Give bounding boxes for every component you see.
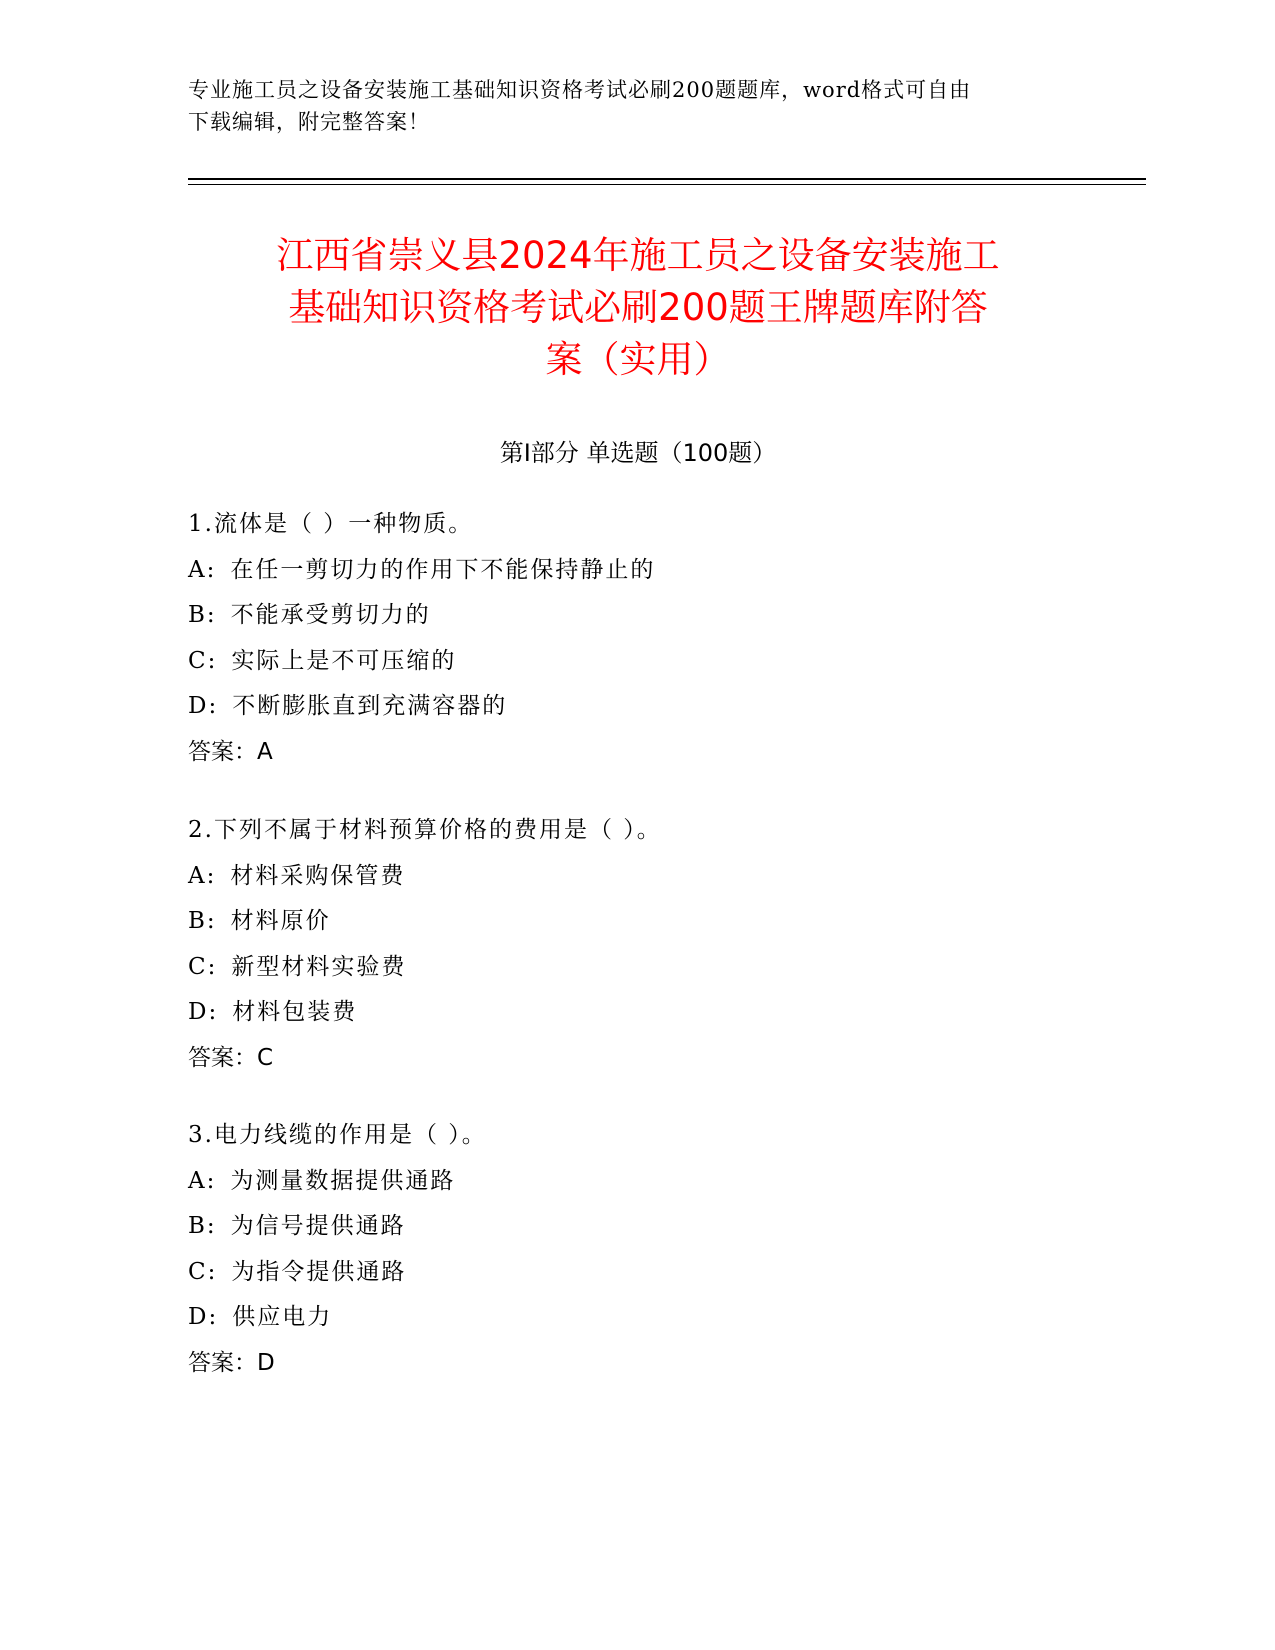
- question-stem: 3.电力线缆的作用是（ ）。: [188, 1122, 487, 1148]
- question-text: 下列不属于材料预算价格的费用是（ ）。: [213, 817, 662, 843]
- option-a: A: 材料采购保管费: [188, 854, 1088, 900]
- option-text: 在任一剪切力的作用下不能保持静止的: [230, 556, 656, 583]
- question-2: [188, 808, 1088, 1081]
- option-text: 不断膨胀直到充满容器的: [232, 693, 508, 719]
- option-text: 为测量数据提供通路: [230, 1167, 456, 1194]
- option-c: C: 为指令提供通路: [188, 1250, 1088, 1296]
- answer-value: A: [257, 738, 273, 765]
- question-number: 2: [188, 817, 205, 843]
- option-text: 为指令提供通路: [231, 1258, 407, 1285]
- header-rule-thick: [188, 178, 1146, 180]
- header-note-line-2: 下载编辑，附完整答案！: [188, 110, 430, 134]
- question-number: 1: [188, 511, 205, 537]
- option-letter: C: [188, 1258, 208, 1285]
- answer-value: D: [257, 1349, 275, 1376]
- question-1: [188, 502, 1088, 775]
- option-d: D: 供应电力: [188, 1295, 1088, 1341]
- option-d: D: 材料包装费: [188, 990, 1088, 1036]
- option-b: B: 不能承受剪切力的: [188, 593, 1088, 639]
- option-b: B: 为信号提供通路: [188, 1204, 1088, 1250]
- answer-value: C: [257, 1044, 274, 1071]
- option-letter: B: [188, 908, 207, 934]
- question-stem: 1.流体是（ ）一种物质。: [188, 511, 474, 537]
- answer-label: 答案：: [188, 1044, 257, 1071]
- option-c: C: 实际上是不可压缩的: [188, 639, 1088, 685]
- option-letter: A: [188, 556, 207, 583]
- question-number: 3: [188, 1122, 205, 1148]
- option-letter: C: [188, 953, 208, 980]
- question-text: 电力线缆的作用是（ ）。: [213, 1122, 487, 1148]
- option-letter: B: [188, 602, 207, 628]
- title-line-1: 江西省崇义县2024年施工员之设备安装施工: [276, 234, 1000, 277]
- option-letter: A: [188, 1167, 207, 1194]
- document-title: [188, 230, 1088, 386]
- option-text: 材料采购保管费: [230, 862, 406, 889]
- option-text: 供应电力: [232, 1304, 333, 1330]
- question-text: 流体是（ ）一种物质。: [213, 511, 474, 537]
- option-text: 实际上是不可压缩的: [231, 647, 457, 674]
- header-rule-thin: [188, 184, 1146, 185]
- answer-line: [188, 1036, 1088, 1082]
- option-letter: B: [188, 1213, 207, 1239]
- option-letter: C: [188, 647, 208, 674]
- option-text: 新型材料实验费: [231, 953, 407, 980]
- option-text: 为信号提供通路: [230, 1213, 406, 1239]
- option-letter: D: [188, 999, 209, 1025]
- option-letter: D: [188, 1304, 209, 1330]
- option-b: B: 材料原价: [188, 899, 1088, 945]
- answer-line: [188, 730, 1088, 776]
- option-text: 不能承受剪切力的: [230, 602, 431, 628]
- option-letter: D: [188, 693, 209, 719]
- answer-label: 答案：: [188, 738, 257, 765]
- option-text: 材料包装费: [232, 999, 358, 1025]
- header-note-line-1: 专业施工员之设备安装施工基础知识资格考试必刷200题题库，word格式可自由: [188, 78, 972, 102]
- section-heading: 第Ⅰ部分 单选题（100题）: [499, 439, 777, 467]
- option-c: C: 新型材料实验费: [188, 945, 1088, 991]
- answer-label: 答案：: [188, 1349, 257, 1376]
- option-d: D: 不断膨胀直到充满容器的: [188, 684, 1088, 730]
- title-line-2: 基础知识资格考试必刷200题王牌题库附答: [288, 286, 988, 329]
- title-line-3: 案（实用）: [545, 338, 731, 381]
- option-a: A: 在任一剪切力的作用下不能保持静止的: [188, 548, 1088, 594]
- question-3: [188, 1113, 1088, 1386]
- option-text: 材料原价: [230, 908, 331, 934]
- answer-line: [188, 1341, 1088, 1387]
- option-letter: A: [188, 862, 207, 889]
- question-stem: 2.下列不属于材料预算价格的费用是（ ）。: [188, 817, 662, 843]
- header-note: [188, 74, 1088, 138]
- option-a: A: 为测量数据提供通路: [188, 1159, 1088, 1205]
